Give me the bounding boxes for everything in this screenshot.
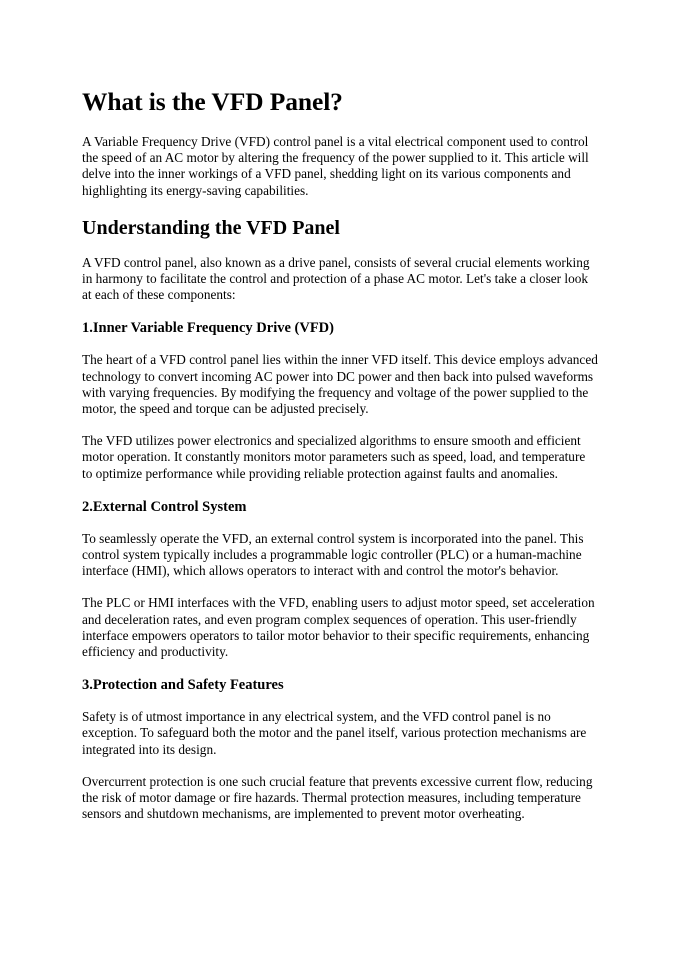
- paragraph: The PLC or HMI interfaces with the VFD, enabling users to adjust motor speed, set acceleration and deceleration rates, and even program complex sequences of operation. This user-friendly interface empowers operators to tailor motor behavior to their specific requirements, enhancing efficiency and productivity.: [82, 595, 595, 660]
- subsection-heading-vfd: 1.Inner Variable Frequency Drive (VFD): [82, 320, 334, 337]
- article-body: [82, 86, 598, 838]
- paragraph: The heart of a VFD control panel lies within the inner VFD itself. This device employs advanced technology to convert incoming AC power into DC power and then back into pulsed waveforms with varying frequencies. By modifying the frequency and voltage of the power supplied to the motor, the speed and torque can be adjusted precisely.: [82, 352, 598, 417]
- subsection-heading-protection: 3.Protection and Safety Features: [82, 677, 284, 694]
- page-title: What is the VFD Panel?: [82, 87, 343, 116]
- subsection-heading-control-system: 2.External Control System: [82, 498, 247, 515]
- intro-paragraph: A Variable Frequency Drive (VFD) control panel is a vital electrical component used to control the speed of an AC motor by altering the frequency of the power supplied to it. This article will delve into the inner workings of a VFD panel, shedding light on its various components and highlighting its energy-saving capabilities.: [82, 134, 589, 198]
- paragraph: To seamlessly operate the VFD, an external control system is incorporated into the panel. This control system typically includes a programmable logic controller (PLC) or a human-machine interface (HMI), which allows operators to interact with and control the motor's behavior.: [82, 530, 584, 579]
- paragraph: The VFD utilizes power electronics and specialized algorithms to ensure smooth and efficient motor operation. It constantly monitors motor parameters such as speed, load, and temperature to optimize performance while providing reliable protection against faults and anomalies.: [82, 433, 586, 481]
- paragraph: Safety is of utmost importance in any electrical system, and the VFD control panel is no exception. To safeguard both the motor and the panel itself, various protection mechanisms are integrated into its design.: [82, 709, 587, 757]
- paragraph: Overcurrent protection is one such crucial feature that prevents excessive current flow, reducing the risk of motor damage or fire hazards. Thermal protection measures, including temperature sensors and shutdown mechanisms, are implemented to prevent motor overheating.: [82, 773, 593, 822]
- section-intro-paragraph: A VFD control panel, also known as a drive panel, consists of several crucial elements working in harmony to facilitate the control and protection of a phase AC motor. Let's take a closer look at each of these components:: [82, 254, 590, 303]
- section-heading: Understanding the VFD Panel: [82, 216, 340, 239]
